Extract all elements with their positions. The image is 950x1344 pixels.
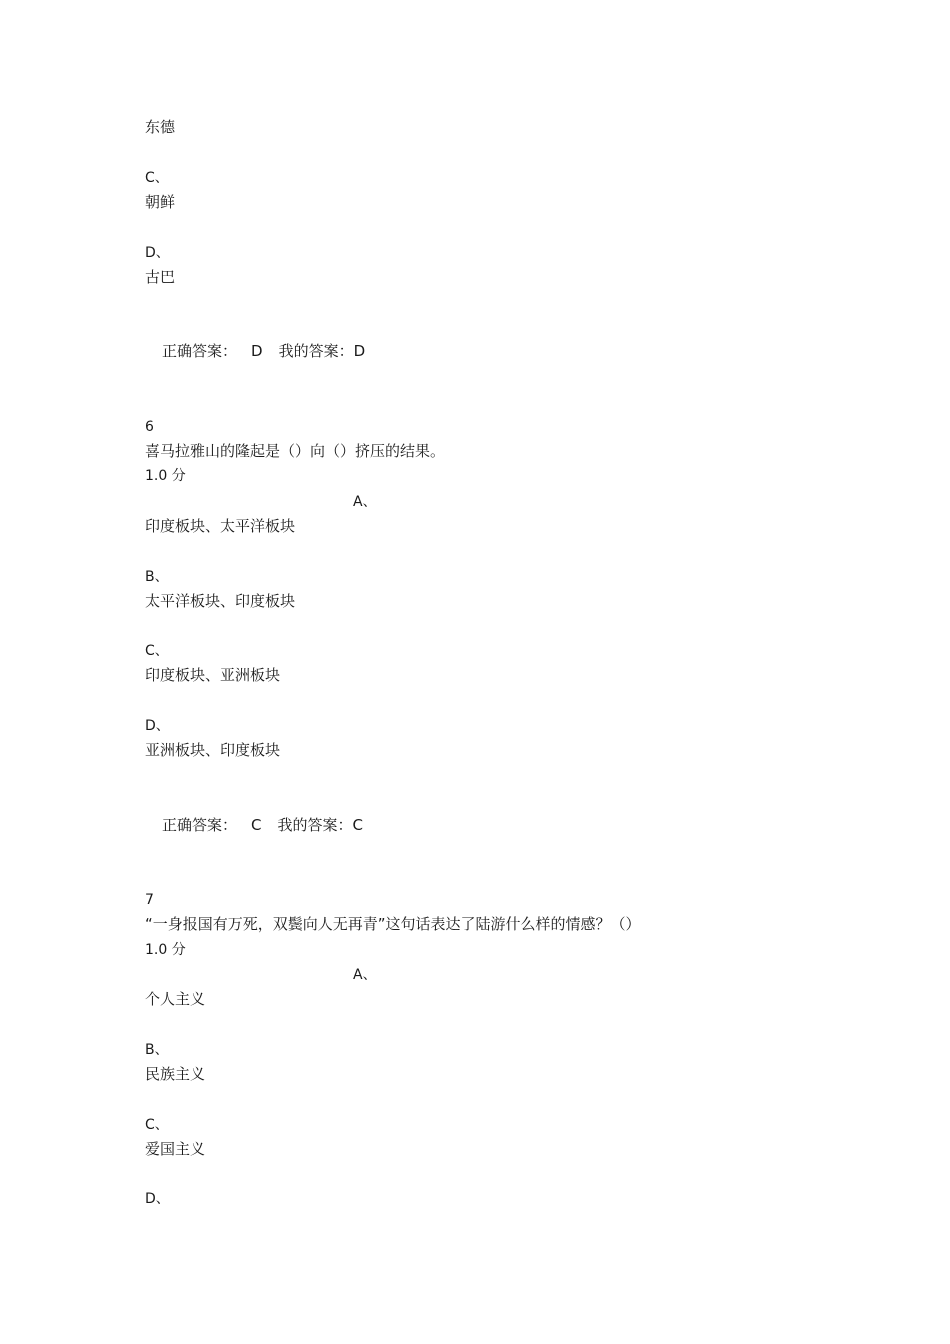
my-answer-value: D [353, 342, 366, 360]
my-answer-label: 我的答案： [278, 342, 354, 360]
q5-option-d-label: D、 [145, 245, 170, 261]
q7-option-b-text: 民族主义 [145, 1065, 206, 1083]
q7-option-c-label: C、 [145, 1117, 169, 1133]
q6-option-d-text: 亚洲板块、印度板块 [145, 741, 281, 759]
q5-option-c-text: 朝鲜 [145, 193, 176, 211]
q5-option-b-text: 东德 [145, 118, 176, 136]
q6-option-b-label: B、 [145, 569, 169, 585]
correct-answer-value: C [251, 816, 262, 834]
q7-score: 1.0 分 [145, 942, 186, 958]
q6-question-text: 喜马拉雅山的隆起是（）向（）挤压的结果。 [145, 442, 446, 460]
my-answer-label: 我的答案： [277, 816, 353, 834]
q6-option-a-text: 印度板块、太平洋板块 [145, 517, 296, 535]
q7-number: 7 [145, 892, 154, 908]
q5-answer-row [162, 341, 365, 361]
q7-option-a-text: 个人主义 [145, 990, 206, 1008]
q7-option-b-label: B、 [145, 1042, 169, 1058]
q6-answer-row [162, 815, 363, 835]
q7-question-text: “一身报国有万死，双鬓向人无再青”这句话表达了陆游什么样的情感？（） [145, 915, 641, 933]
correct-answer-value: D [251, 342, 263, 360]
q6-number: 6 [145, 419, 154, 435]
correct-answer-label: 正确答案： [162, 816, 238, 834]
q6-score: 1.0 分 [145, 468, 186, 484]
correct-answer-label: 正确答案： [162, 342, 238, 360]
my-answer-value: C [352, 816, 363, 834]
q7-option-d-label: D、 [145, 1191, 170, 1207]
q6-option-a-label: A、 [353, 494, 377, 510]
q7-option-c-text: 爱国主义 [145, 1140, 206, 1158]
q6-option-b-text: 太平洋板块、印度板块 [145, 592, 296, 610]
q5-option-d-text: 古巴 [145, 268, 176, 286]
q5-option-c-label: C、 [145, 170, 169, 186]
q6-option-c-text: 印度板块、亚洲板块 [145, 666, 281, 684]
q6-option-d-label: D、 [145, 718, 170, 734]
q6-option-c-label: C、 [145, 643, 169, 659]
q7-option-a-label: A、 [353, 967, 377, 983]
